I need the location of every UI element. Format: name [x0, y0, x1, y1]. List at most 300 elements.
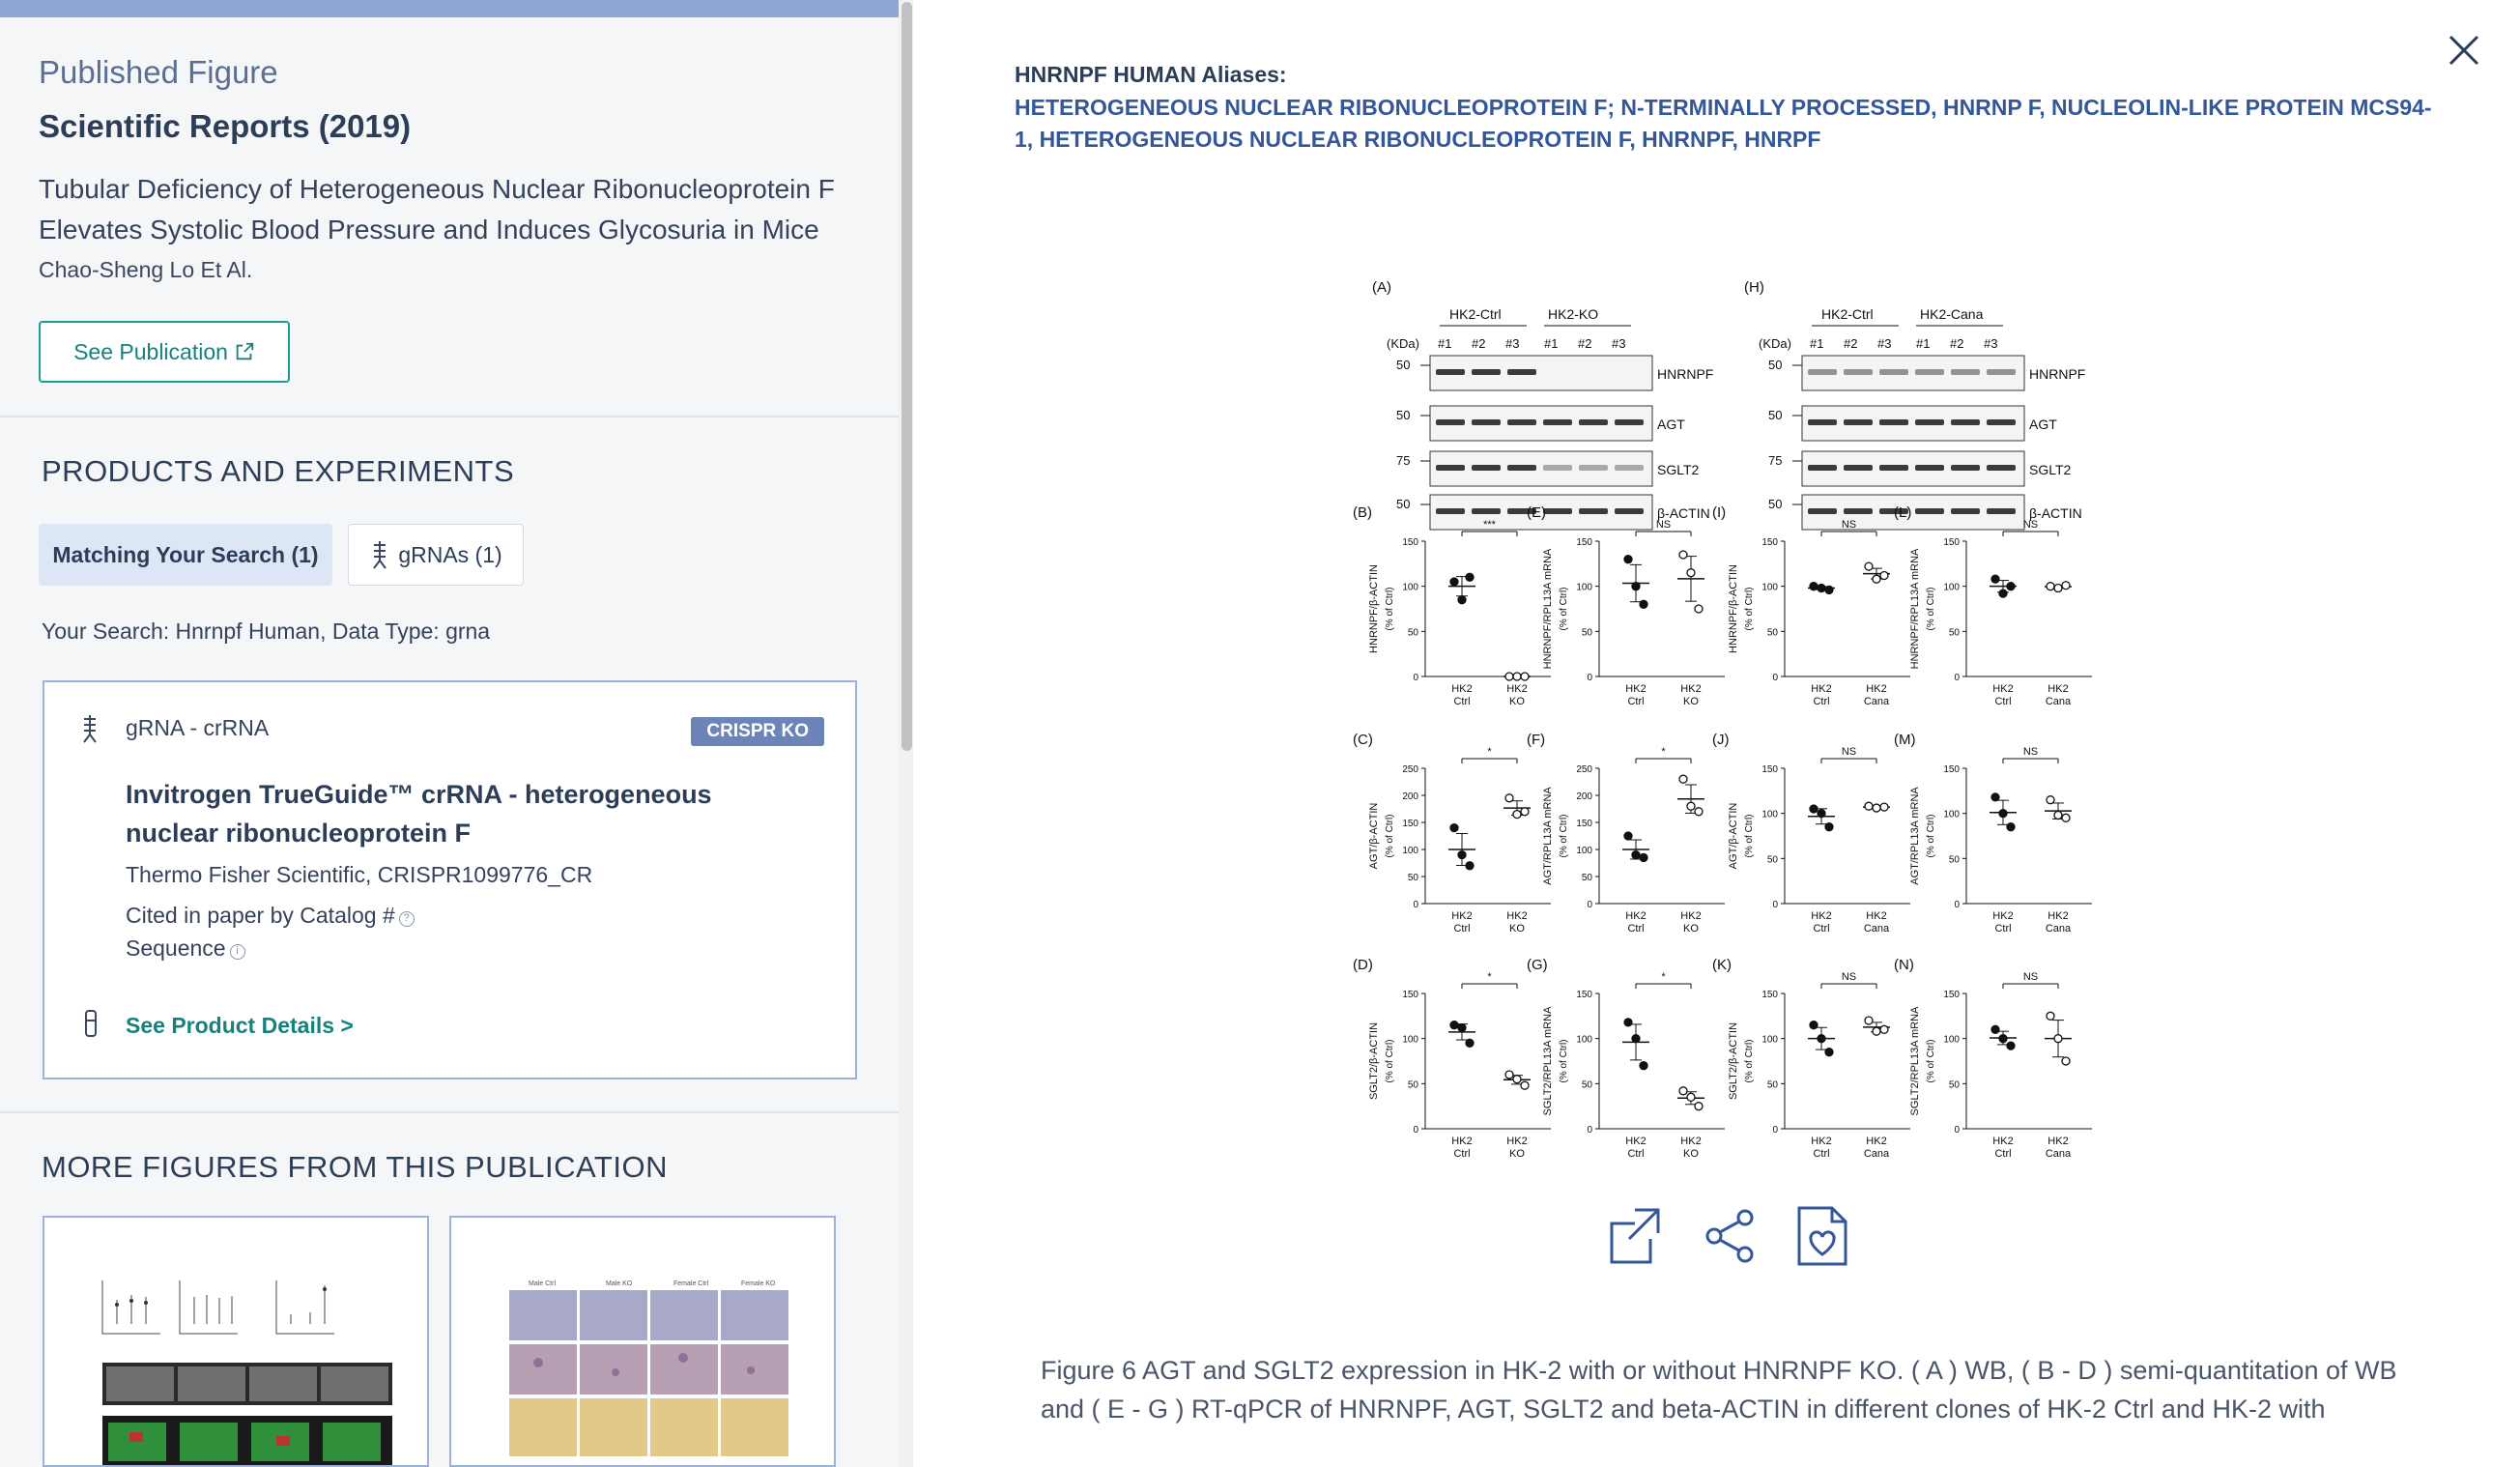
scatter-panel — [1712, 504, 1910, 707]
data-point — [1991, 1025, 1999, 1033]
y-axis-label: AGT/RPL13A mRNA — [1542, 787, 1554, 885]
y-axis-suffix: (% of Ctrl) — [1559, 587, 1569, 631]
clone-label: #2 — [1578, 336, 1592, 351]
y-tick-label: 100 — [1402, 846, 1418, 856]
significance-label: * — [1661, 746, 1666, 758]
products-section-title: PRODUCTS AND EXPERIMENTS — [42, 454, 515, 488]
x-tick-label: KO — [1509, 923, 1525, 935]
data-point — [1825, 823, 1833, 831]
y-tick-label: 150 — [1761, 764, 1778, 775]
significance-label: NS — [2022, 746, 2039, 758]
panel-letter: (K) — [1712, 957, 1732, 973]
y-tick-label: 150 — [1402, 819, 1418, 829]
significance-label: *** — [1483, 519, 1496, 531]
data-point — [2062, 582, 2070, 590]
data-point — [1632, 583, 1640, 590]
info-icon[interactable]: i — [230, 944, 245, 960]
y-tick-label: 50 — [1581, 1079, 1592, 1091]
data-point — [1873, 1027, 1880, 1035]
y-tick-label: 150 — [1402, 990, 1418, 1000]
blot-band — [1436, 508, 1465, 514]
data-point — [2047, 1012, 2054, 1020]
y-axis-suffix: (% of Ctrl) — [1559, 814, 1569, 858]
y-tick-label: 150 — [1576, 537, 1592, 548]
y-tick-label: 0 — [1413, 673, 1418, 683]
blot-group-label: HK2-KO — [1548, 306, 1599, 322]
blot-band — [1915, 508, 1944, 514]
band-label: SGLT2 — [2029, 462, 2072, 477]
section-divider — [0, 1111, 899, 1113]
x-tick-label: HK2 — [1811, 683, 1832, 695]
x-tick-label: Cana — [1863, 696, 1890, 707]
y-tick-label: 0 — [1413, 900, 1418, 910]
data-point — [2007, 823, 2015, 831]
x-tick-label: HK2 — [1625, 683, 1647, 695]
y-tick-label: 0 — [1587, 900, 1592, 910]
kda-label: (KDa) — [1759, 336, 1791, 351]
figure-thumbnail-1[interactable] — [43, 1216, 429, 1467]
kda-marker: 50 — [1768, 408, 1783, 422]
scatter-panel — [1527, 504, 1725, 707]
y-tick-label: 100 — [1943, 582, 1960, 593]
figure-image — [1348, 280, 2121, 1218]
data-point — [1450, 824, 1458, 832]
scrollbar-thumb[interactable] — [902, 2, 912, 751]
x-tick-label: KO — [1683, 1148, 1699, 1160]
band-label: AGT — [2029, 417, 2057, 432]
x-tick-label: HK2 — [1680, 910, 1702, 922]
tab-grnas[interactable] — [348, 524, 524, 586]
data-point — [1521, 673, 1529, 680]
product-sequence-text: Sequence — [126, 935, 226, 961]
close-icon[interactable] — [2445, 31, 2483, 70]
data-point — [1687, 569, 1695, 577]
y-tick-label: 0 — [1772, 900, 1778, 910]
search-summary: Your Search: Hnrnpf Human, Data Type: grna — [42, 618, 491, 644]
blot-band — [1808, 465, 1837, 471]
y-tick-label: 100 — [1402, 1034, 1418, 1046]
data-point — [1810, 805, 1818, 813]
data-point — [1991, 793, 1999, 801]
x-tick-label: HK2 — [1451, 910, 1473, 922]
top-accent-bar — [0, 0, 899, 17]
band-label: SGLT2 — [1657, 462, 1700, 477]
y-tick-label: 150 — [1943, 764, 1960, 775]
blot-band — [1543, 419, 1572, 425]
data-point — [1818, 585, 1825, 592]
y-tick-label: 0 — [1954, 900, 1960, 910]
data-point — [1873, 804, 1880, 812]
x-tick-label: HK2 — [1866, 1136, 1887, 1147]
data-point — [1458, 1023, 1466, 1031]
blot-band — [1507, 369, 1536, 375]
grna-icon — [79, 713, 100, 744]
kda-marker: 50 — [1396, 497, 1411, 511]
data-point — [2054, 585, 2062, 592]
data-point — [1513, 673, 1521, 680]
blot-band — [1579, 465, 1608, 471]
y-tick-label: 150 — [1943, 990, 1960, 1000]
blot-band — [1472, 419, 1501, 425]
data-point — [1991, 575, 1999, 583]
x-tick-label: HK2 — [1811, 1136, 1832, 1147]
tab-matching-search[interactable] — [39, 524, 332, 586]
scatter-panel — [1353, 957, 1551, 1160]
y-axis-label: AGT/β-ACTIN — [1728, 802, 1739, 870]
x-tick-label: HK2 — [1625, 910, 1647, 922]
y-tick-label: 50 — [1581, 873, 1592, 883]
panel-letter: (B) — [1353, 504, 1372, 521]
publication-title: Tubular Deficiency of Heterogeneous Nuclear Ribonucleoprotein F Elevates Systolic Blood Pressure and Induces Glycosuria in Mice — [39, 174, 835, 244]
band-label: β-ACTIN — [2029, 505, 2082, 521]
western-blot-panels — [1372, 280, 2085, 530]
clone-label: #3 — [1984, 336, 1998, 351]
aliases-list: HETEROGENEOUS NUCLEAR RIBONUCLEOPROTEIN F; N-TERMINALLY PROCESSED, HNRNP F, NUCLEOLIN-LIKE PROTEIN MCS94-1, HETEROGENEOUS NUCLEAR RIBONUCLEOPROTEIN F, HNRNPF, HNRPF — [1015, 95, 2432, 152]
data-point — [2047, 796, 2054, 804]
blot-band — [1808, 369, 1837, 375]
y-tick-label: 100 — [1761, 582, 1778, 593]
kda-marker: 50 — [1768, 358, 1783, 372]
data-point — [1865, 1017, 1873, 1024]
x-tick-label: HK2 — [1680, 1136, 1702, 1147]
y-tick-label: 50 — [1407, 627, 1418, 639]
data-point — [1999, 590, 2007, 597]
kda-marker: 75 — [1396, 453, 1411, 468]
scatter-panel — [1527, 732, 1725, 935]
significance-label: * — [1661, 971, 1666, 983]
y-axis-label: SGLT2/RPL13A mRNA — [1909, 1006, 1921, 1116]
product-vendor: Thermo Fisher Scientific, CRISPR1099776_CR — [126, 862, 593, 887]
data-point — [1999, 1035, 2007, 1043]
data-point — [1513, 1076, 1521, 1083]
x-tick-label: HK2 — [1451, 683, 1473, 695]
data-point — [1450, 578, 1458, 586]
data-point — [1632, 851, 1640, 859]
y-tick-label: 100 — [1576, 846, 1592, 856]
kda-marker: 50 — [1768, 497, 1783, 511]
product-card — [43, 680, 857, 1079]
y-tick-label: 250 — [1402, 764, 1418, 775]
y-axis-suffix: (% of Ctrl) — [1926, 587, 1936, 631]
data-point — [2007, 1042, 2015, 1050]
thumb2-label-3: Female Ctrl — [673, 1280, 709, 1287]
x-tick-label: Ctrl — [1994, 1148, 2012, 1160]
x-tick-label: HK2 — [1866, 910, 1887, 922]
clone-label: #2 — [1950, 336, 1964, 351]
x-tick-label: KO — [1683, 696, 1699, 707]
data-point — [2054, 1035, 2062, 1043]
thumb2-label-2: Male KO — [606, 1280, 633, 1287]
y-axis-label: HNRNPF/RPL13A mRNA — [1542, 548, 1554, 670]
y-axis-label: HNRNPF/β-ACTIN — [1368, 564, 1380, 653]
see-publication-button[interactable] — [39, 321, 290, 383]
x-tick-label: HK2 — [1680, 683, 1702, 695]
product-type: gRNA - crRNA — [126, 715, 270, 740]
y-axis-suffix: (% of Ctrl) — [1926, 814, 1936, 858]
blot-band — [1951, 419, 1980, 425]
y-tick-label: 100 — [1943, 809, 1960, 820]
panel-letter: (A) — [1372, 280, 1391, 296]
blot-band — [1615, 465, 1644, 471]
y-tick-label: 50 — [1581, 627, 1592, 639]
blot-band — [1543, 508, 1572, 514]
data-point — [1466, 862, 1474, 870]
data-point — [1679, 1087, 1687, 1095]
blot-band — [1951, 508, 1980, 514]
data-point — [1450, 1021, 1458, 1029]
data-point — [1865, 802, 1873, 810]
data-point — [1695, 808, 1703, 816]
data-point — [1865, 562, 1873, 570]
band-label: AGT — [1657, 417, 1685, 432]
help-icon[interactable]: ? — [399, 911, 415, 927]
data-point — [1999, 810, 2007, 818]
data-point — [1818, 1035, 1825, 1043]
panel-letter: (D) — [1353, 957, 1373, 973]
x-tick-label: HK2 — [1866, 683, 1887, 695]
x-tick-label: HK2 — [1625, 1136, 1647, 1147]
y-axis-suffix: (% of Ctrl) — [1385, 587, 1395, 631]
grna-icon — [369, 539, 390, 570]
x-tick-label: KO — [1683, 923, 1699, 935]
blot-band — [1615, 508, 1644, 514]
y-axis-label: SGLT2/β-ACTIN — [1728, 1021, 1739, 1101]
x-tick-label: HK2 — [1506, 910, 1528, 922]
panel-letter: (M) — [1894, 732, 1916, 748]
blot-band — [1915, 369, 1944, 375]
kda-marker: 75 — [1768, 453, 1783, 468]
save-favorite-icon[interactable] — [1795, 1206, 1849, 1266]
external-link-icon — [234, 341, 255, 362]
data-point — [1640, 1062, 1647, 1070]
data-point — [1505, 1071, 1513, 1079]
blot-group-label: HK2-Ctrl — [1821, 306, 1874, 322]
y-axis-suffix: (% of Ctrl) — [1744, 814, 1755, 858]
panel-letter: (L) — [1894, 504, 1912, 521]
y-tick-label: 50 — [1766, 1079, 1778, 1091]
y-axis-label: AGT/β-ACTIN — [1368, 802, 1380, 870]
data-point — [1505, 794, 1513, 802]
blot-band — [1987, 369, 2016, 375]
x-tick-label: Ctrl — [1453, 923, 1471, 935]
y-axis-suffix: (% of Ctrl) — [1744, 1039, 1755, 1083]
data-point — [2047, 583, 2054, 590]
clone-label: #1 — [1438, 336, 1452, 351]
share-external-icon[interactable] — [1608, 1206, 1662, 1266]
scatter-panel — [1894, 504, 2092, 707]
x-tick-label: HK2 — [1992, 1136, 2014, 1147]
blot-band — [1472, 369, 1501, 375]
data-point — [1825, 586, 1833, 593]
data-point — [1695, 605, 1703, 613]
data-point — [1880, 1025, 1888, 1033]
clone-label: #1 — [1916, 336, 1931, 351]
y-tick-label: 50 — [1948, 854, 1960, 866]
data-point — [1513, 811, 1521, 819]
blot-band — [1879, 369, 1908, 375]
left-panel-scrollbar[interactable] — [899, 0, 913, 1467]
blot-band — [1879, 465, 1908, 471]
data-point — [1810, 1021, 1818, 1029]
panel-letter: (G) — [1527, 957, 1548, 973]
y-tick-label: 100 — [1761, 1034, 1778, 1046]
data-point — [1880, 571, 1888, 579]
clone-label: #2 — [1472, 336, 1486, 351]
data-point — [1521, 808, 1529, 816]
data-point — [1640, 853, 1647, 861]
x-tick-label: Cana — [1863, 923, 1890, 935]
y-tick-label: 0 — [1954, 1125, 1960, 1136]
blot-band — [1844, 369, 1873, 375]
data-point — [1687, 1093, 1695, 1101]
y-axis-label: SGLT2/β-ACTIN — [1368, 1021, 1380, 1101]
data-point — [1679, 551, 1687, 559]
data-point — [1624, 556, 1632, 563]
blot-band — [1808, 508, 1837, 514]
x-tick-label: HK2 — [1811, 910, 1832, 922]
share-icon[interactable] — [1703, 1206, 1757, 1266]
data-point — [1687, 802, 1695, 810]
significance-label: NS — [1655, 519, 1672, 531]
y-axis-suffix: (% of Ctrl) — [1385, 1039, 1395, 1083]
y-tick-label: 100 — [1402, 582, 1418, 593]
data-point — [1505, 673, 1513, 680]
section-divider — [0, 416, 899, 417]
blot-band — [1472, 465, 1501, 471]
clone-label: #3 — [1505, 336, 1520, 351]
scatter-panels — [1353, 504, 2092, 1160]
blot-band — [1915, 419, 1944, 425]
x-tick-label: HK2 — [2048, 683, 2069, 695]
product-cited — [126, 903, 415, 929]
blot-band — [1844, 419, 1873, 425]
clone-label: #3 — [1612, 336, 1626, 351]
crispr-ko-badge: CRISPR KO — [691, 717, 824, 746]
journal-name: Scientific Reports (2019) — [39, 108, 412, 144]
panel-letter: (F) — [1527, 732, 1546, 748]
thumb2-label-4: Female KO — [741, 1280, 776, 1287]
y-tick-label: 0 — [1772, 673, 1778, 683]
band-label: HNRNPF — [1657, 366, 1714, 382]
x-tick-label: HK2 — [1506, 683, 1528, 695]
panel-letter: (E) — [1527, 504, 1546, 521]
y-tick-label: 50 — [1948, 1079, 1960, 1091]
significance-label: NS — [1841, 519, 1857, 531]
y-tick-label: 150 — [1576, 819, 1592, 829]
data-point — [1466, 1039, 1474, 1047]
x-tick-label: Ctrl — [1453, 1148, 1471, 1160]
significance-label: NS — [2022, 519, 2039, 531]
blot-band — [1436, 369, 1465, 375]
data-point — [1466, 573, 1474, 581]
y-tick-label: 150 — [1576, 990, 1592, 1000]
blot-band — [1987, 465, 2016, 471]
y-tick-label: 150 — [1761, 537, 1778, 548]
data-point — [1825, 1049, 1833, 1056]
tab-matching-label: Matching Your Search (1) — [52, 541, 319, 567]
data-point — [1880, 803, 1888, 811]
y-tick-label: 50 — [1948, 627, 1960, 639]
x-tick-label: HK2 — [1506, 1136, 1528, 1147]
scatter-panel — [1712, 957, 1910, 1160]
band-label: HNRNPF — [2029, 366, 2086, 382]
y-tick-label: 150 — [1402, 537, 1418, 548]
y-axis-label: HNRNPF/β-ACTIN — [1728, 564, 1739, 653]
figure-thumbnail-2[interactable] — [449, 1216, 836, 1467]
x-tick-label: Cana — [2045, 1148, 2072, 1160]
data-point — [2054, 812, 2062, 820]
kda-marker: 50 — [1396, 358, 1411, 372]
significance-label: * — [1487, 746, 1492, 758]
data-point — [1873, 575, 1880, 583]
scatter-panel — [1894, 732, 2092, 935]
kda-marker: 50 — [1396, 408, 1411, 422]
x-tick-label: HK2 — [2048, 910, 2069, 922]
blot-band — [1844, 508, 1873, 514]
blot-band — [1879, 419, 1908, 425]
y-tick-label: 0 — [1413, 1125, 1418, 1136]
blot-band — [1543, 465, 1572, 471]
thumb2-label-1: Male Ctrl — [529, 1280, 557, 1287]
y-axis-suffix: (% of Ctrl) — [1744, 587, 1755, 631]
panel-letter: (H) — [1744, 280, 1764, 296]
published-figure-label: Published Figure — [39, 54, 278, 90]
band-label: β-ACTIN — [1657, 505, 1710, 521]
x-tick-label: Ctrl — [1627, 1148, 1645, 1160]
data-point — [1818, 810, 1825, 818]
tube-icon — [83, 1009, 99, 1038]
y-tick-label: 100 — [1943, 1034, 1960, 1046]
blot-band — [1579, 419, 1608, 425]
y-axis-suffix: (% of Ctrl) — [1385, 814, 1395, 858]
data-point — [2007, 583, 2015, 590]
see-product-details-link[interactable]: See Product Details > — [126, 1013, 354, 1038]
y-tick-label: 0 — [1954, 673, 1960, 683]
blot-band — [1951, 369, 1980, 375]
y-tick-label: 0 — [1587, 1125, 1592, 1136]
blot-band — [1579, 508, 1608, 514]
x-tick-label: Cana — [2045, 923, 2072, 935]
y-tick-label: 50 — [1766, 854, 1778, 866]
panel-letter: (J) — [1712, 732, 1730, 748]
product-cited-text: Cited in paper by Catalog # — [126, 903, 395, 928]
data-point — [1458, 596, 1466, 604]
x-tick-label: Ctrl — [1453, 696, 1471, 707]
blot-band — [1507, 465, 1536, 471]
x-tick-label: Ctrl — [1813, 1148, 1830, 1160]
data-point — [1640, 600, 1647, 608]
y-tick-label: 200 — [1402, 791, 1418, 802]
blot-band — [1436, 465, 1465, 471]
panel-letter: (C) — [1353, 732, 1373, 748]
data-point — [1679, 775, 1687, 783]
scatter-panel — [1353, 504, 1551, 707]
x-tick-label: Ctrl — [1813, 696, 1830, 707]
panel-letter: (I) — [1712, 504, 1727, 521]
product-sequence — [126, 935, 245, 962]
data-point — [1521, 1081, 1529, 1089]
x-tick-label: Ctrl — [1813, 923, 1830, 935]
y-tick-label: 0 — [1772, 1125, 1778, 1136]
y-tick-label: 100 — [1761, 809, 1778, 820]
publication-authors: Chao-Sheng Lo Et Al. — [39, 257, 253, 282]
data-point — [1458, 851, 1466, 859]
blot-band — [1436, 419, 1465, 425]
blot-group-label: HK2-Ctrl — [1449, 306, 1502, 322]
significance-label: NS — [2022, 971, 2039, 983]
x-tick-label: HK2 — [2048, 1136, 2069, 1147]
x-tick-label: KO — [1509, 1148, 1525, 1160]
